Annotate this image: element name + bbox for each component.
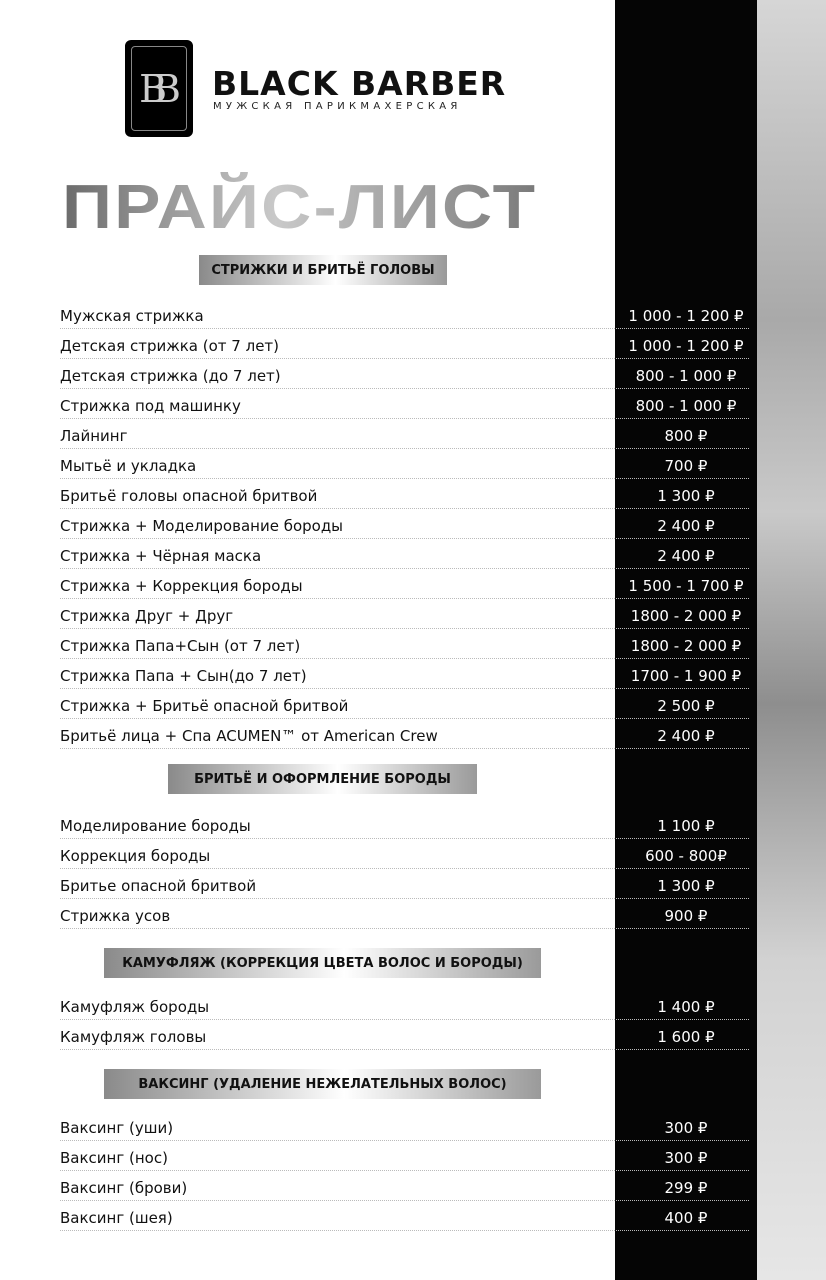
service-price: 2 400 ₽	[657, 547, 715, 565]
service-name: Стрижка Папа+Сын (от 7 лет)	[60, 637, 301, 655]
service-price: 700 ₽	[664, 457, 708, 475]
service-name: Бритье опасной бритвой	[60, 877, 257, 895]
section-header: БРИТЬЁ И ОФОРМЛЕНИЕ БОРОДЫ	[168, 764, 477, 794]
price-row	[60, 331, 757, 361]
price-row	[60, 871, 757, 901]
service-price: 1 600 ₽	[657, 1028, 715, 1046]
service-price: 299 ₽	[664, 1179, 708, 1197]
price-row	[60, 301, 757, 331]
silver-stripe	[757, 0, 826, 1280]
section-list	[60, 811, 757, 931]
service-price: 1 300 ₽	[657, 487, 715, 505]
service-price: 800 - 1 000 ₽	[635, 367, 737, 385]
service-price: 1800 - 2 000 ₽	[630, 637, 742, 655]
brand-tagline: МУЖСКАЯ ПАРИКМАХЕРСКАЯ	[213, 101, 462, 112]
service-name: Мужская стрижка	[60, 307, 204, 325]
price-row	[60, 541, 757, 571]
service-price: 1 000 - 1 200 ₽	[628, 337, 744, 355]
service-name: Стрижка Друг + Друг	[60, 607, 234, 625]
service-name: Детская стрижка (до 7 лет)	[60, 367, 281, 385]
service-price: 2 400 ₽	[657, 517, 715, 535]
price-row	[60, 601, 757, 631]
section-list	[60, 1113, 757, 1233]
service-name: Ваксинг (нос)	[60, 1149, 168, 1167]
price-row	[60, 1022, 757, 1052]
service-name: Стрижка Папа + Сын(до 7 лет)	[60, 667, 307, 685]
service-price: 1800 - 2 000 ₽	[630, 607, 742, 625]
service-name: Стрижка + Моделирование бороды	[60, 517, 344, 535]
service-name: Камуфляж головы	[60, 1028, 207, 1046]
service-price: 400 ₽	[664, 1209, 708, 1227]
service-price: 300 ₽	[664, 1149, 708, 1167]
price-row	[60, 992, 757, 1022]
service-price: 300 ₽	[664, 1119, 708, 1137]
price-row	[60, 451, 757, 481]
service-name: Стрижка + Коррекция бороды	[60, 577, 303, 595]
service-price: 1 100 ₽	[657, 817, 715, 835]
service-name: Коррекция бороды	[60, 847, 211, 865]
price-row	[60, 661, 757, 691]
section-header: СТРИЖКИ И БРИТЬЁ ГОЛОВЫ	[199, 255, 447, 285]
price-row	[60, 841, 757, 871]
page-title: ПРАЙС-ЛИСТ	[62, 173, 538, 242]
service-name: Бритьё головы опасной бритвой	[60, 487, 318, 505]
price-row	[60, 1203, 757, 1233]
service-name: Стрижка + Чёрная маска	[60, 547, 262, 565]
service-name: Стрижка усов	[60, 907, 171, 925]
service-price: 800 - 1 000 ₽	[635, 397, 737, 415]
price-row	[60, 691, 757, 721]
service-price: 1 400 ₽	[657, 998, 715, 1016]
price-row	[60, 421, 757, 451]
price-row	[60, 481, 757, 511]
price-row	[60, 721, 757, 751]
service-name: Детская стрижка (от 7 лет)	[60, 337, 280, 355]
section-list	[60, 992, 757, 1052]
service-name: Камуфляж бороды	[60, 998, 210, 1016]
service-price: 800 ₽	[664, 427, 708, 445]
service-name: Стрижка + Бритьё опасной бритвой	[60, 697, 349, 715]
service-name: Ваксинг (шея)	[60, 1209, 173, 1227]
price-row	[60, 901, 757, 931]
service-name: Лайнинг	[60, 427, 128, 445]
service-name: Моделирование бороды	[60, 817, 251, 835]
section-header: ВАКСИНГ (УДАЛЕНИЕ НЕЖЕЛАТЕЛЬНЫХ ВОЛОС)	[104, 1069, 541, 1099]
service-name: Ваксинг (брови)	[60, 1179, 188, 1197]
price-row	[60, 391, 757, 421]
service-price: 2 400 ₽	[657, 727, 715, 745]
service-price: 1 000 - 1 200 ₽	[628, 307, 744, 325]
brand-name: BLACK BARBER	[212, 64, 507, 103]
service-price: 2 500 ₽	[657, 697, 715, 715]
service-name: Мытьё и укладка	[60, 457, 197, 475]
logo-mark: BB	[131, 46, 187, 131]
price-row	[60, 1173, 757, 1203]
section-header: КАМУФЛЯЖ (КОРРЕКЦИЯ ЦВЕТА ВОЛОС И БОРОДЫ)	[104, 948, 541, 978]
service-price: 1700 - 1 900 ₽	[630, 667, 742, 685]
logo	[125, 40, 193, 137]
price-row	[60, 811, 757, 841]
price-row	[60, 571, 757, 601]
price-row	[60, 361, 757, 391]
price-row	[60, 631, 757, 661]
section-list	[60, 301, 757, 751]
service-price: 600 - 800₽	[645, 847, 727, 865]
service-name: Бритьё лица + Спа ACUMEN™ от American Crew	[60, 727, 438, 745]
price-row	[60, 511, 757, 541]
service-price: 1 500 - 1 700 ₽	[628, 577, 744, 595]
service-price: 1 300 ₽	[657, 877, 715, 895]
price-row	[60, 1143, 757, 1173]
service-name: Ваксинг (уши)	[60, 1119, 174, 1137]
service-price: 900 ₽	[664, 907, 708, 925]
service-name: Стрижка под машинку	[60, 397, 241, 415]
price-row	[60, 1113, 757, 1143]
